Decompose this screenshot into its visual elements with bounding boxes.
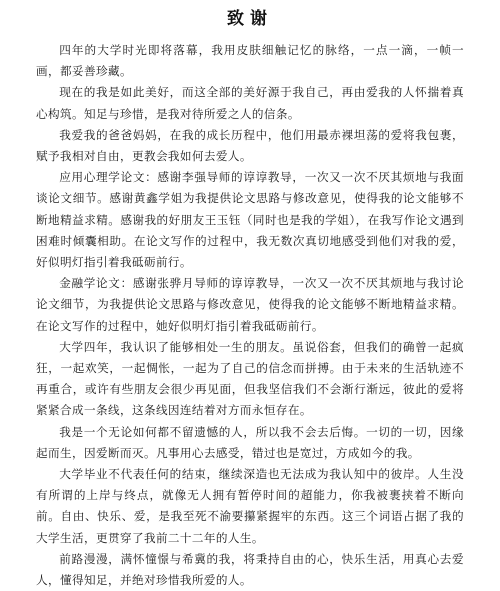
paragraph-future: 前路漫漫，满怀憧憬与希冀的我，将秉持自由的心，快乐生活，用真心去爱人，懂得知足，并绝对珍惜我所爱的人。 — [36, 551, 464, 588]
paragraph-graduation: 大学毕业不代表任何的结束，继续深造也无法成为我认知中的彼岸。人生没有所谓的上岸与终点，就像无人拥有暂停时间的超能力，你我被裹挟着不断向前。自由、快乐、爱，是我至死不渝要攥紧握牢的东西。这三个词语占据了我的大学生活，更贯穿了我前二十二年的人生。 — [36, 467, 464, 545]
paragraph-friends: 大学四年，我认识了能够相处一生的朋友。虽说俗套，但我们的确曾一起疯狂，一起欢笑，一起惆怅，一起为了自己的信念而拼搏。由于未来的生活轨迹不再重合，或许有些朋友会很少再见面，但我坚信我们不会渐行渐远，彼此的爱将紧紧合成一条线，这条线因连结着对方而永恒存在。 — [36, 339, 464, 418]
paragraph-psychology-thesis: 应用心理学论文：感谢李强导师的谆谆教导，一次又一次不厌其烦地与我面谈论文细节。感谢黄鑫学姐为我提供论文思路与修改意见，使得我的论文能够不断地精益求精。感谢我的好朋友王玉钰（同时也是我的学姐），在我写作论文遇到困难时倾囊相助。在论文写作的过程中，我无数次真切地感受到他们对我的爱，好似明灯指引着我砥砺前行。 — [36, 170, 464, 270]
paragraph-intro: 四年的大学时光即将落幕，我用皮肤细触记忆的脉络，一点一滴，一帧一画，都妥善珍藏。 — [36, 43, 464, 79]
paragraph-finance-thesis: 金融学论文：感谢张骅月导师的谆谆教导，一次又一次不厌其烦地与我讨论论文细节，为我提供论文思路与修改意见，使得我的论文能够不断地精益求精。在论文写作的过程中，她好似明灯指引着我砥砺前行。 — [36, 276, 464, 333]
document-page — [36, 8, 464, 591]
paragraph-parents: 我爱我的爸爸妈妈，在我的成长历程中，他们用最赤裸坦荡的爱将我包裹，赋予我相对自由，更教会我如何去爱人。 — [36, 127, 464, 164]
page-title: 致谢 — [227, 9, 273, 29]
paragraph-no-regrets: 我是一个无论如何都不留遗憾的人，所以我不会去后悔。一切的一切，因缘起而生，因爱断而灭。凡事用心去感受，错过也是宽过，方成如今的我。 — [36, 424, 464, 460]
paragraph-self: 现在的我是如此美好，而这全部的美好源于我自己，再由爱我的人怀揣着真心构筑。知足与珍惜，是我对待所爱之人的信条。 — [36, 85, 464, 121]
